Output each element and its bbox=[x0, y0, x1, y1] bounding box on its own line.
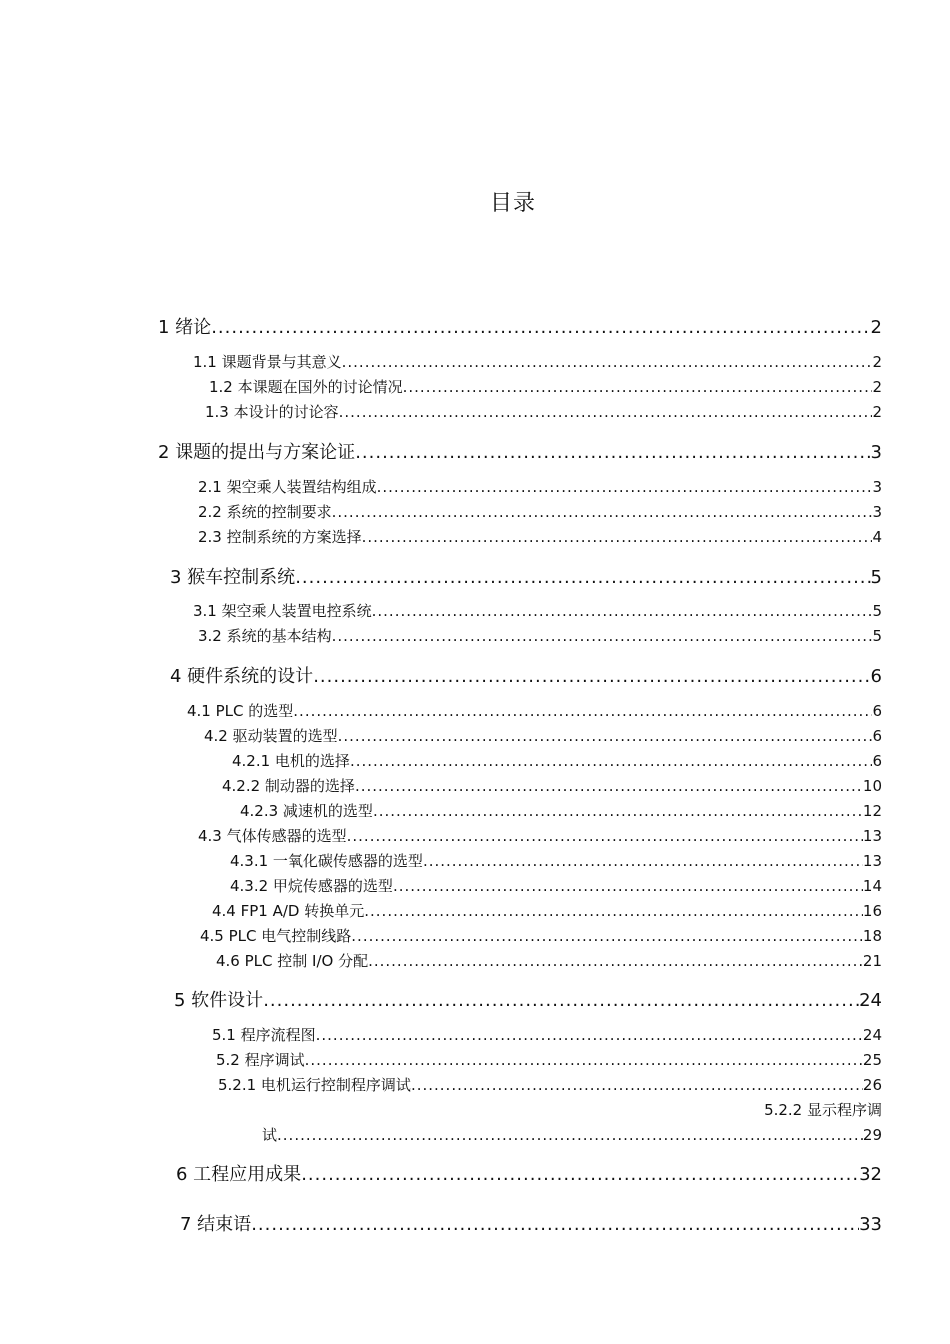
toc-entry-label: 1.1 课题背景与其意义 bbox=[193, 353, 342, 371]
toc-leader-dots bbox=[211, 317, 870, 338]
toc-entry-label: 4.5 PLC 电气控制线路 bbox=[200, 927, 352, 945]
toc-entry-label: 4.2 驱动装置的选型 bbox=[204, 727, 338, 745]
toc-leader-dots bbox=[263, 990, 859, 1011]
toc-entry-page-number: 3 bbox=[872, 503, 882, 521]
toc-entry-label: 4.6 PLC 控制 I/O 分配 bbox=[216, 952, 369, 970]
toc-leader-dots bbox=[362, 528, 873, 546]
toc-entry[interactable] bbox=[200, 925, 882, 947]
toc-entry-page-number: 5 bbox=[872, 627, 882, 645]
toc-entry-page-number: 3 bbox=[872, 478, 882, 496]
toc-entry-page-number: 2 bbox=[872, 378, 882, 396]
toc-leader-dots bbox=[351, 927, 863, 945]
toc-entry[interactable] bbox=[198, 825, 882, 847]
toc-entry-label: 5.1 程序流程图 bbox=[212, 1026, 316, 1044]
toc-entry[interactable] bbox=[158, 438, 882, 464]
toc-entry-page-number: 29 bbox=[862, 1126, 882, 1144]
toc-entry-page-number: 13 bbox=[862, 852, 882, 870]
toc-entry-label: 2.2 系统的控制要求 bbox=[198, 503, 332, 521]
toc-entry-page-number: 12 bbox=[862, 802, 882, 820]
toc-entry-page-number: 14 bbox=[862, 877, 882, 895]
toc-leader-dots bbox=[355, 442, 870, 463]
toc-leader-dots bbox=[305, 1051, 863, 1069]
toc-entry-label: 4.3 气体传感器的选型 bbox=[198, 827, 347, 845]
toc-entry-page-number: 2 bbox=[872, 353, 882, 371]
toc-entry-label: 4.1 PLC 的选型 bbox=[187, 702, 294, 720]
toc-entry-page-number: 24 bbox=[862, 1026, 882, 1044]
toc-entry-page-number: 25 bbox=[862, 1051, 882, 1069]
toc-entry[interactable] bbox=[193, 600, 882, 622]
toc-entry-label: 2 课题的提出与方案论证 bbox=[158, 442, 356, 463]
toc-entry[interactable] bbox=[218, 1074, 882, 1096]
toc-leader-dots bbox=[373, 802, 863, 820]
toc-entry[interactable] bbox=[198, 526, 882, 548]
toc-entry-label: 1 绪论 bbox=[158, 317, 212, 338]
toc-entry-label: 2.1 架空乘人装置结构组成 bbox=[198, 478, 377, 496]
toc-entry[interactable] bbox=[176, 1160, 882, 1186]
toc-leader-dots bbox=[393, 877, 863, 895]
toc-entry[interactable] bbox=[170, 563, 882, 589]
toc-leader-dots bbox=[355, 777, 863, 795]
toc-entry[interactable] bbox=[204, 725, 882, 747]
toc-entry-label: 1.3 本设计的讨论容 bbox=[205, 403, 339, 421]
toc-entry-page-number: 32 bbox=[859, 1164, 882, 1185]
toc-leader-dots bbox=[342, 353, 873, 371]
toc-entry-page-number: 33 bbox=[859, 1214, 882, 1235]
toc-leader-dots bbox=[403, 378, 873, 396]
toc-leader-dots bbox=[295, 567, 870, 588]
toc-entry-page-number: 26 bbox=[862, 1076, 882, 1094]
toc-entry-label: 4.4 FP1 A/D 转换单元 bbox=[212, 902, 365, 920]
toc-entry-page-number: 18 bbox=[862, 927, 882, 945]
toc-entry-5-2-2-label: 5.2.2 显示程序调 bbox=[764, 1101, 882, 1119]
toc-leader-dots bbox=[350, 752, 873, 770]
toc-entry-page-number: 6 bbox=[870, 666, 882, 687]
toc-entry-label: 4.2.3 减速机的选型 bbox=[240, 802, 373, 820]
toc-entry-label: 5 软件设计 bbox=[174, 990, 264, 1011]
toc-entry-page-number: 6 bbox=[872, 702, 882, 720]
toc-entry[interactable] bbox=[212, 900, 882, 922]
toc-leader-dots bbox=[301, 1164, 859, 1185]
toc-entry[interactable] bbox=[174, 986, 882, 1012]
toc-entry[interactable] bbox=[262, 1124, 882, 1146]
page-title: 目录 bbox=[489, 191, 536, 216]
toc-entry-label: 5.2 程序调试 bbox=[216, 1051, 305, 1069]
toc-leader-dots bbox=[339, 403, 873, 421]
toc-entry-label: 4.2.1 电机的选择 bbox=[232, 752, 350, 770]
toc-entry-label: 3.2 系统的基本结构 bbox=[198, 627, 332, 645]
toc-entry-page-number: 6 bbox=[872, 727, 882, 745]
toc-entry-page-number: 2 bbox=[870, 317, 882, 338]
toc-entry[interactable] bbox=[198, 501, 882, 523]
toc-leader-dots bbox=[411, 1076, 863, 1094]
toc-leader-dots bbox=[316, 1026, 863, 1044]
toc-entry[interactable] bbox=[180, 1210, 882, 1236]
toc-entry[interactable] bbox=[170, 662, 882, 688]
toc-entry-label: 4.3.2 甲烷传感器的选型 bbox=[230, 877, 393, 895]
toc-entry-label: 7 结束语 bbox=[180, 1214, 252, 1235]
toc-entry[interactable] bbox=[232, 750, 882, 772]
toc-entry-label: 3.1 架空乘人装置电控系统 bbox=[193, 602, 372, 620]
toc-entry[interactable] bbox=[187, 700, 882, 722]
toc-leader-dots bbox=[364, 902, 863, 920]
toc-entry[interactable] bbox=[216, 950, 882, 972]
toc-entry-label: 4 硬件系统的设计 bbox=[170, 666, 314, 687]
toc-entry[interactable] bbox=[158, 313, 882, 339]
toc-entry-page-number: 3 bbox=[870, 442, 882, 463]
toc-entry-label: 5.2.1 电机运行控制程序调试 bbox=[218, 1076, 411, 1094]
toc-entry-label: 2.3 控制系统的方案选择 bbox=[198, 528, 362, 546]
toc-entry-page-number: 13 bbox=[862, 827, 882, 845]
toc-entry-page-number: 5 bbox=[870, 567, 882, 588]
toc-leader-dots bbox=[347, 827, 863, 845]
toc-entry[interactable] bbox=[230, 875, 882, 897]
toc-leader-dots bbox=[377, 478, 873, 496]
toc-entry-page-number: 5 bbox=[872, 602, 882, 620]
toc-entry-page-number: 16 bbox=[862, 902, 882, 920]
toc-entry-label: 6 工程应用成果 bbox=[176, 1164, 302, 1185]
toc-entry-page-number: 2 bbox=[872, 403, 882, 421]
toc-leader-dots bbox=[332, 503, 873, 521]
toc-leader-dots bbox=[277, 1126, 863, 1144]
toc-entry[interactable] bbox=[193, 351, 882, 373]
toc-leader-dots bbox=[251, 1214, 859, 1235]
toc-leader-dots bbox=[338, 727, 873, 745]
toc-entry[interactable] bbox=[240, 800, 882, 822]
toc-entry-page-number: 10 bbox=[862, 777, 882, 795]
toc-entry[interactable] bbox=[198, 476, 882, 498]
toc-leader-dots bbox=[423, 852, 863, 870]
toc-entry-page-number: 4 bbox=[872, 528, 882, 546]
toc-leader-dots bbox=[313, 666, 870, 687]
toc-entry-page-number: 21 bbox=[862, 952, 882, 970]
toc-entry-label: 4.3.1 一氧化碳传感器的选型 bbox=[230, 852, 423, 870]
toc-leader-dots bbox=[293, 702, 872, 720]
toc-entry[interactable] bbox=[212, 1024, 882, 1046]
toc-leader-dots bbox=[372, 602, 873, 620]
toc-entry-page-number: 24 bbox=[859, 990, 882, 1011]
toc-entry-page-number: 6 bbox=[872, 752, 882, 770]
toc-entry-label: 1.2 本课题在国外的讨论情况 bbox=[209, 378, 403, 396]
toc-entry-label: 试 bbox=[262, 1126, 278, 1144]
toc-leader-dots bbox=[368, 952, 863, 970]
toc-entry[interactable] bbox=[216, 1049, 882, 1071]
toc-entry[interactable] bbox=[198, 625, 882, 647]
toc-entry[interactable] bbox=[209, 376, 882, 398]
toc-entry[interactable] bbox=[230, 850, 882, 872]
toc-entry-label: 3 猴车控制系统 bbox=[170, 567, 296, 588]
toc-entry[interactable] bbox=[222, 775, 882, 797]
toc-entry-label: 4.2.2 制动器的选择 bbox=[222, 777, 355, 795]
toc-leader-dots bbox=[332, 627, 873, 645]
toc-entry[interactable] bbox=[205, 401, 882, 423]
